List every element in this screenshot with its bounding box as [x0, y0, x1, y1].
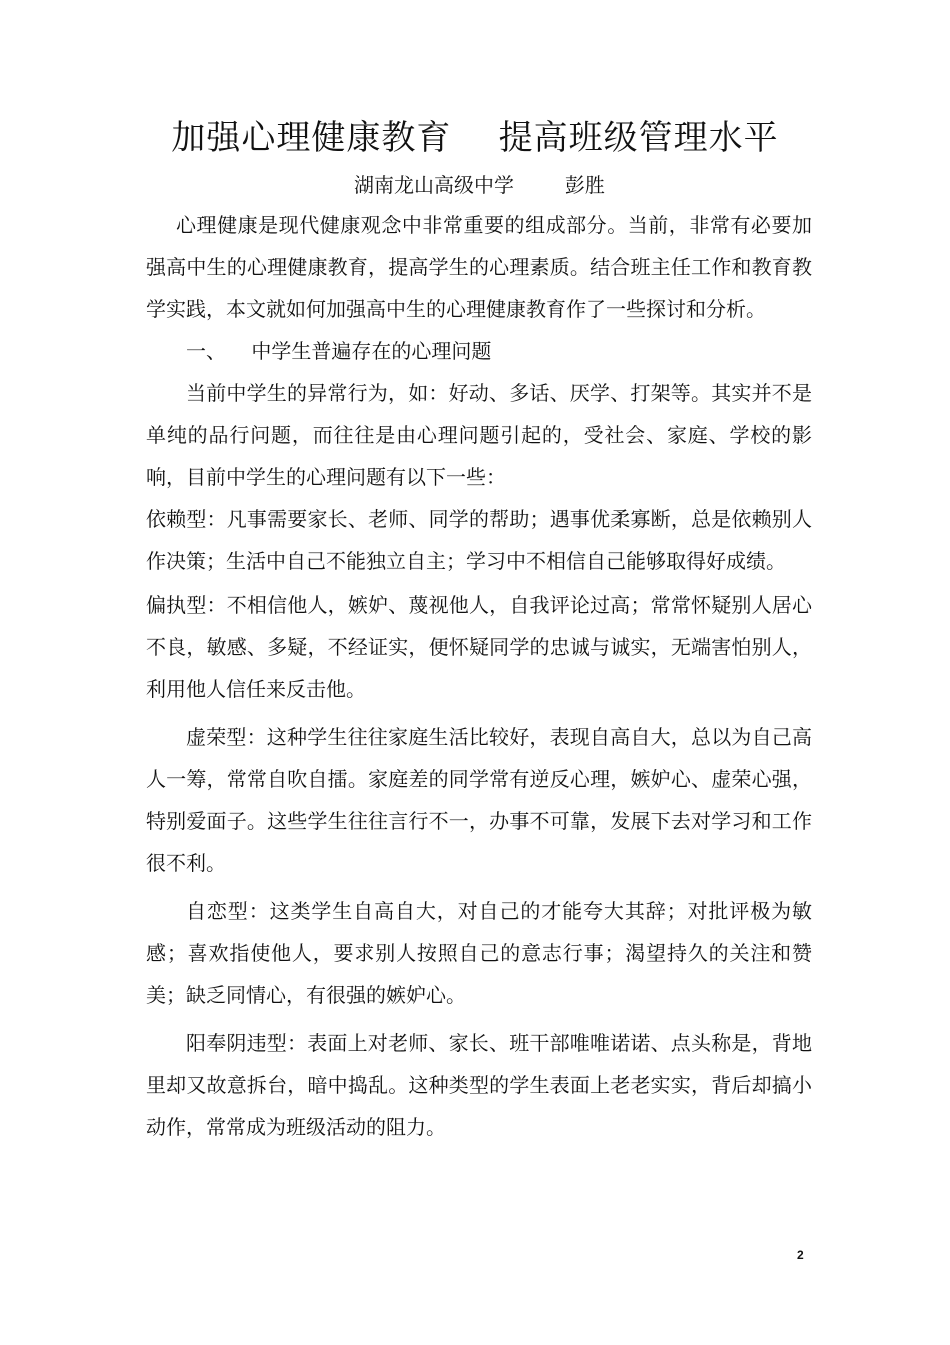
intro-paragraph: 心理健康是现代健康观念中非常重要的组成部分。当前，非常有必要加强高中生的心理健康教育，提高学生的心理素质。结合班主任工作和教育教学实践，本文就如何加强高中生的心理健康教育作了一些探讨和分析。 [146, 213, 812, 321]
author-line: 湖南龙山高级中学 彭胜 [354, 173, 605, 197]
paragraph-two-faced-type: 阳奉阴违型：表面上对老师、家长、班干部唯唯诺诺、点头称是，背地里却又故意拆台，暗中捣乱。这种类型的学生表面上老老实实，背后却搞小动作，常常成为班级活动的阻力。 [146, 1031, 812, 1139]
paragraph-vanity-type: 虚荣型：这种学生往往家庭生活比较好，表现自高自大，总以为自己高人一筹，常常自吹自擂。家庭差的同学常有逆反心理，嫉妒心、虚荣心强，特别爱面子。这些学生往往言行不一，办事不可靠，发展下去对学习和工作很不利。 [146, 725, 812, 875]
paragraph-current-behavior: 当前中学生的异常行为，如：好动、多话、厌学、打架等。其实并不是单纯的品行问题，而往往是由心理问题引起的，受社会、家庭、学校的影响，目前中学生的心理问题有以下一些： [146, 381, 812, 489]
paragraph-narcissistic-type: 自恋型：这类学生自高自大，对自己的才能夸大其辞；对批评极为敏感；喜欢指使他人，要求别人按照自己的意志行事；渴望持久的关注和赞美；缺乏同情心，有很强的嫉妒心。 [146, 899, 812, 1007]
paragraph-dependent-type: 依赖型：凡事需要家长、老师、同学的帮助；遇事优柔寡断，总是依赖别人作决策；生活中自己不能独立自主；学习中不相信自己能够取得好成绩。 [146, 507, 812, 573]
paragraph-paranoid-type: 偏执型：不相信他人，嫉妒、蔑视他人，自我评论过高；常常怀疑别人居心不良，敏感、多疑，不经证实，便怀疑同学的忠诚与诚实，无端害怕别人，利用他人信任来反击他。 [146, 593, 812, 701]
document-body [146, 204, 812, 1148]
section-heading: 一、 中学生普遍存在的心理问题 [186, 339, 492, 363]
document-title: 加强心理健康教育 提高班级管理水平 [171, 118, 779, 158]
page-number: 2 [797, 1248, 804, 1262]
